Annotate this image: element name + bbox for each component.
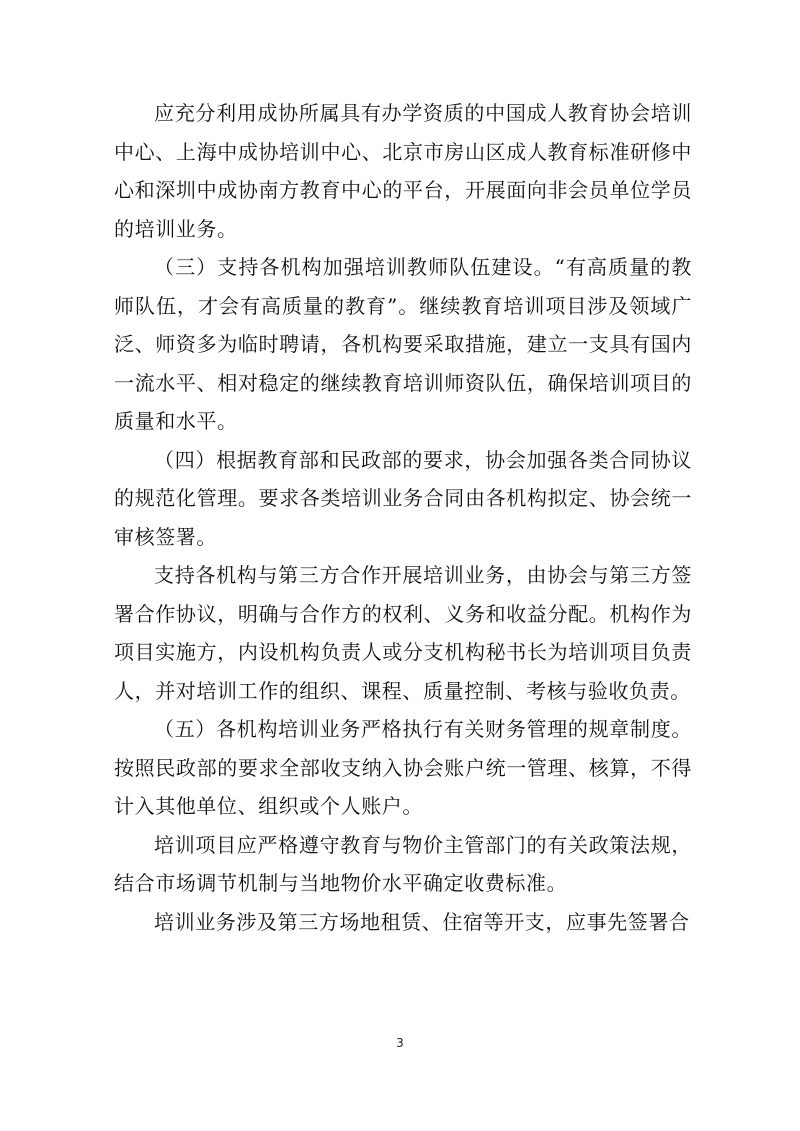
paragraph-fee-standards: 培训项目应严格遵守教育与物价主管部门的有关政策法规，结合市场调节机制与当地物价水平确定收费标准。 bbox=[114, 832, 692, 895]
page-number: 3 bbox=[396, 1036, 404, 1050]
paragraph-training-center-platforms: 应充分利用成协所属具有办学资质的中国成人教育协会培训中心、上海中成协培训中心、北京市房山区成人教育标准研修中心和深圳中成协南方教育中心的平台，开展面向非会员单位学员的培训业务。 bbox=[114, 101, 692, 241]
paragraph-teacher-team-building: （三）支持各机构加强培训教师队伍建设。“有高质量的教师队伍，才会有高质量的教育”。继续教育培训项目涉及领域广泛、师资多为临时聘请，各机构要采取措施，建立一支具有国内一流水平、相对稳定的继续教育培训师资队伍，确保培训项目的质量和水平。 bbox=[114, 255, 692, 433]
paragraph-contract-management: （四）根据教育部和民政部的要求，协会加强各类合同协议的规范化管理。要求各类培训业务合同由各机构拟定、协会统一审核签署。 bbox=[114, 447, 692, 549]
paragraph-third-party-expenses: 培训业务涉及第三方场地租赁、住宿等开支，应事先签署合 bbox=[154, 909, 690, 934]
paragraph-financial-management: （五）各机构培训业务严格执行有关财务管理的规章制度。按照民政部的要求全部收支纳入协会账户统一管理、核算，不得计入其他单位、组织或个人账户。 bbox=[114, 717, 692, 818]
paragraph-third-party-cooperation: 支持各机构与第三方合作开展培训业务，由协会与第三方签署合作协议，明确与合作方的权利、义务和收益分配。机构作为项目实施方，内设机构负责人或分支机构秘书长为培训项目负责人，并对培训工作的组织、课程、质量控制、考核与验收负责。 bbox=[114, 563, 692, 703]
document-body bbox=[114, 94, 692, 941]
